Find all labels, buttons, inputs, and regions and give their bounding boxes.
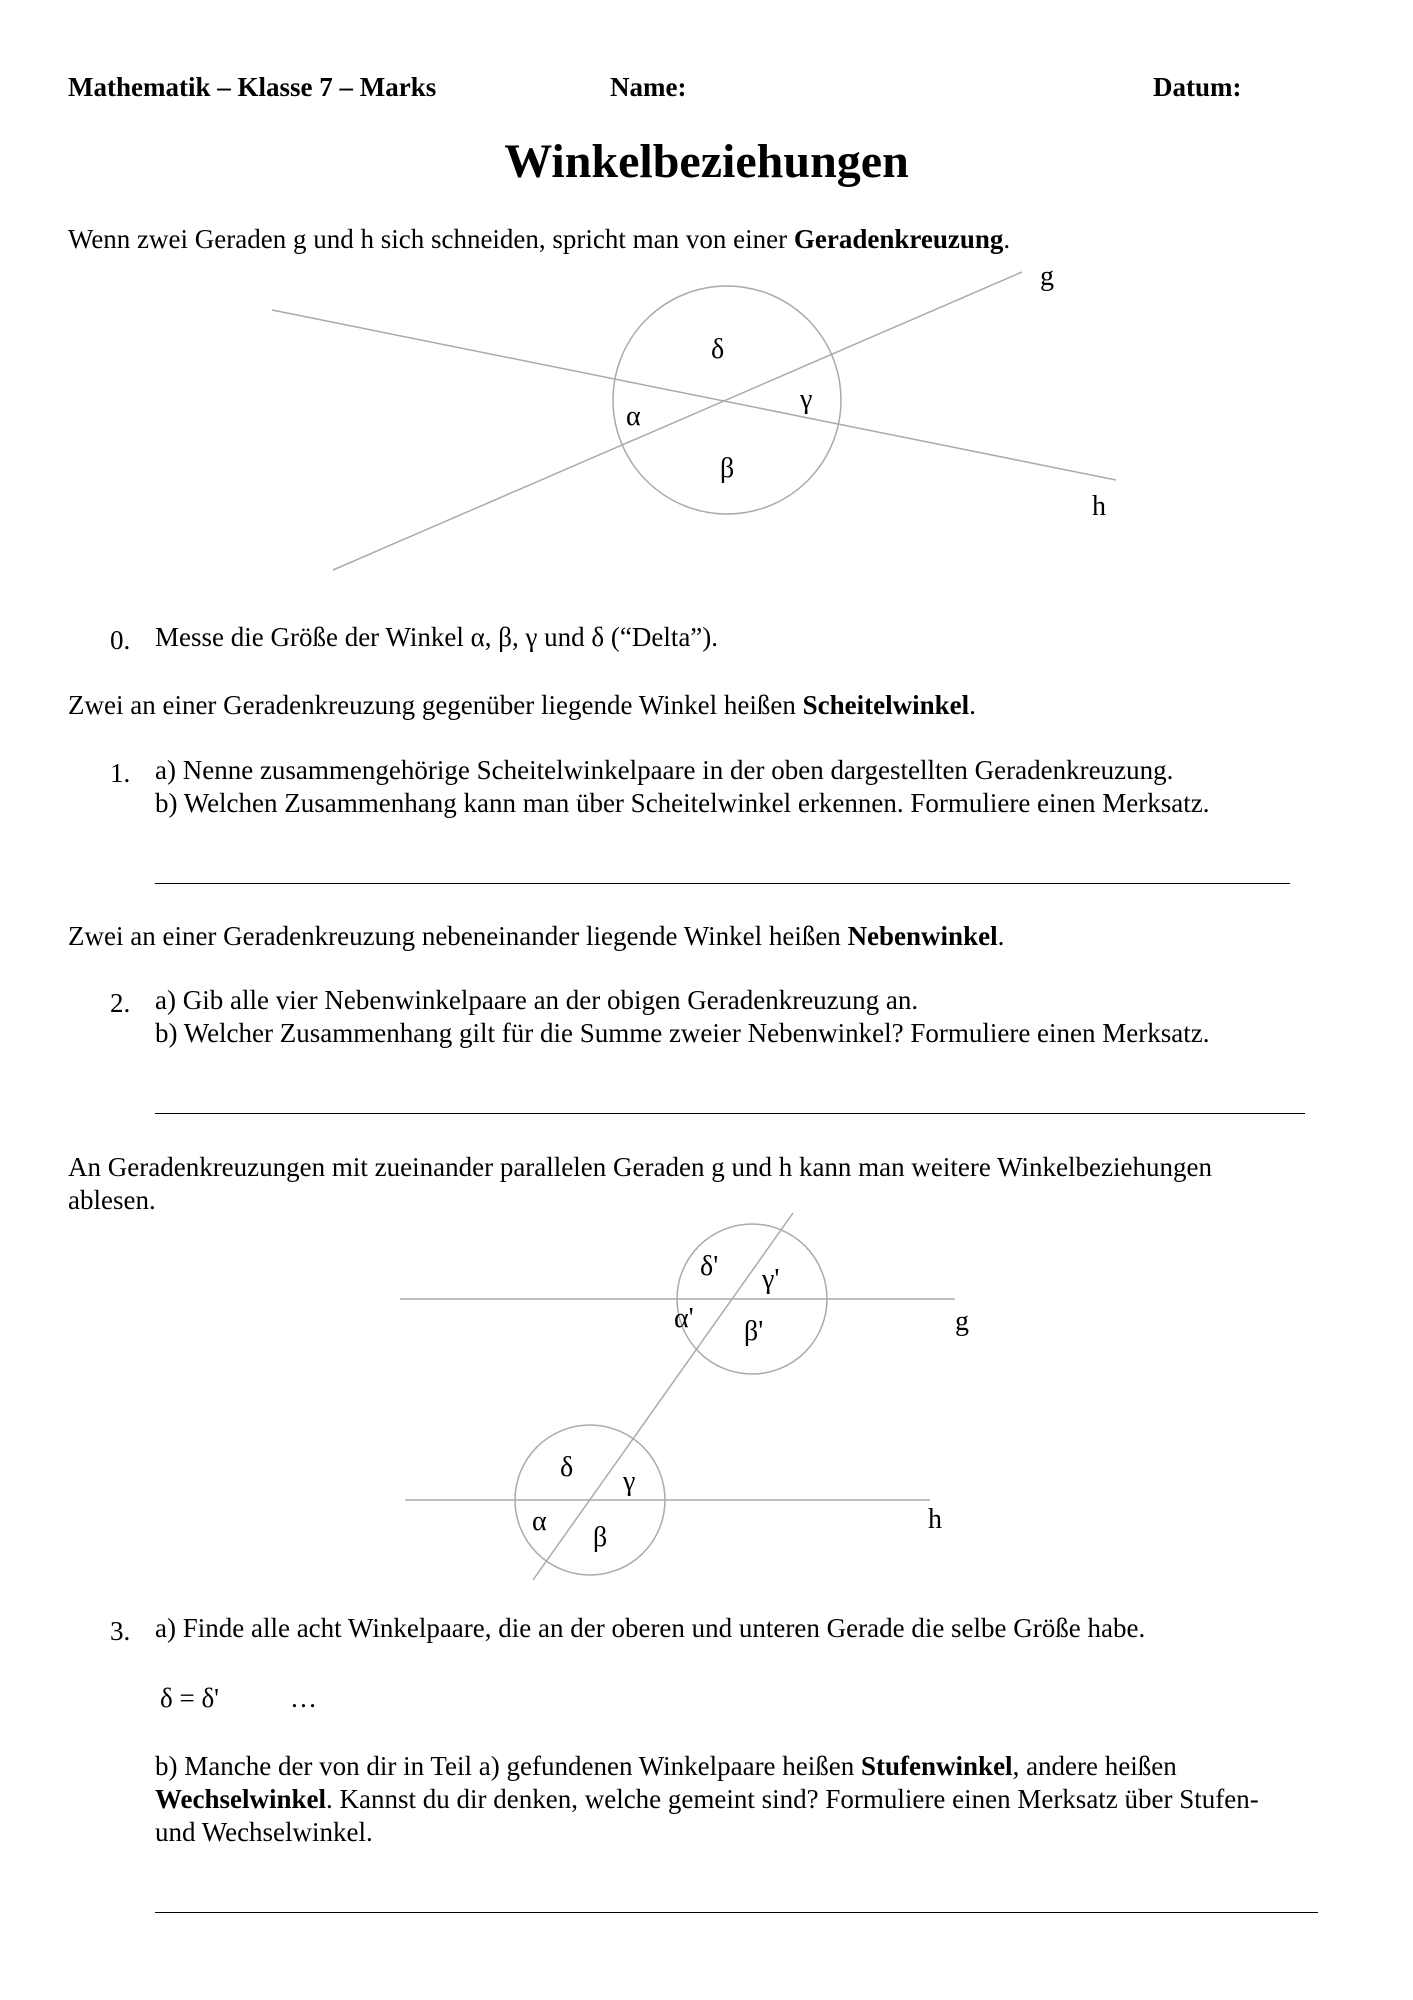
term-stufenwinkel: Stufenwinkel <box>861 1751 1013 1781</box>
name-label: Name: <box>610 72 687 102</box>
task0-number: 0. <box>110 625 131 655</box>
label-alpha: α <box>626 401 641 432</box>
task3-number: 3. <box>110 1616 131 1646</box>
label-gamma-2: γ <box>623 1466 636 1497</box>
label-delta-2: δ <box>560 1452 574 1483</box>
task2-number: 2. <box>110 988 131 1018</box>
label-beta-prime: β' <box>744 1316 764 1347</box>
label-gamma: γ <box>800 384 813 415</box>
transversal <box>533 1213 793 1580</box>
task3-a: a) Finde alle acht Winkelpaare, die an der oberen und unteren Gerade die selbe Größe habe. <box>155 1613 1146 1643</box>
scheitel-term: Scheitelwinkel <box>802 690 970 720</box>
parallel-label-g: g <box>955 1306 969 1337</box>
figure-intersection <box>272 261 1116 570</box>
line-h <box>272 310 1116 480</box>
term-wechselwinkel: Wechselwinkel <box>155 1784 327 1814</box>
parallel-label-h: h <box>928 1504 942 1535</box>
neben-term: Nebenwinkel <box>847 921 998 951</box>
task0-text: Messe die Größe der Winkel α, β, γ und δ (“Delta”). <box>155 622 719 652</box>
intro-text: Wenn zwei Geraden g und h sich schneiden, spricht man von einer <box>68 224 794 254</box>
page-title: Winkelbeziehungen <box>504 135 909 188</box>
label-g: g <box>1040 261 1054 292</box>
task3-example: δ = δ' <box>160 1683 220 1713</box>
task3-ellipsis: … <box>290 1683 317 1713</box>
intro-end: . <box>1003 224 1011 254</box>
task1-number: 1. <box>110 758 131 788</box>
task2-b: b) Welcher Zusammenhang gilt für die Summe zweier Nebenwinkel? Formuliere einen Merksatz. <box>155 1018 1210 1048</box>
task3-b-post: , andere heißen <box>1012 1751 1177 1781</box>
task3-b-pre: b) Manche der von dir in Teil a) gefundenen Winkelpaare heißen <box>155 1751 862 1781</box>
answer-line-2[interactable] <box>155 1113 1305 1114</box>
neben-end: . <box>997 921 1005 951</box>
line-g <box>333 272 1022 570</box>
answer-line-3[interactable] <box>155 1912 1318 1913</box>
task2-a: a) Gib alle vier Nebenwinkelpaare an der obigen Geradenkreuzung an. <box>155 985 919 1015</box>
task3-b-line2-post: . Kannst du dir denken, welche gemeint sind? Formuliere einen Merksatz über Stufen- <box>326 1784 1259 1814</box>
label-gamma-prime: γ' <box>762 1264 780 1295</box>
scheitel-paragraph <box>68 689 976 722</box>
label-h: h <box>1092 491 1106 522</box>
date-label: Datum: <box>1153 72 1242 102</box>
label-delta: δ <box>711 334 725 365</box>
answer-line-1[interactable] <box>155 883 1290 884</box>
task3-b-line2 <box>155 1783 1259 1816</box>
task1-b: b) Welchen Zusammenhang kann man über Scheitelwinkel erkennen. Formuliere einen Merksatz. <box>155 788 1210 818</box>
task1-a: a) Nenne zusammengehörige Scheitelwinkelpaare in der oben dargestellten Geradenkreuzung. <box>155 755 1174 785</box>
parallel-line-1: An Geradenkreuzungen mit zueinander parallelen Geraden g und h kann man weitere Winkelbeziehungen <box>68 1152 1212 1182</box>
scheitel-text: Zwei an einer Geradenkreuzung gegenüber liegende Winkel heißen <box>68 690 803 720</box>
neben-paragraph <box>68 920 1004 953</box>
scheitel-end: . <box>969 690 976 720</box>
label-delta-prime: δ' <box>700 1251 719 1282</box>
task3-b-line1 <box>155 1750 1177 1783</box>
course-header: Mathematik – Klasse 7 – Marks <box>68 72 437 102</box>
label-alpha-prime: α' <box>674 1303 694 1334</box>
figure-parallel <box>400 1213 969 1580</box>
neben-text: Zwei an einer Geradenkreuzung nebeneinander liegende Winkel heißen <box>68 921 848 951</box>
intro-term: Geradenkreuzung <box>793 224 1004 254</box>
label-beta-2: β <box>593 1522 608 1553</box>
label-beta: β <box>720 453 735 484</box>
parallel-line-2: ablesen. <box>68 1185 156 1215</box>
task3-b-line3: und Wechselwinkel. <box>155 1817 373 1847</box>
label-alpha-2: α <box>532 1506 547 1537</box>
